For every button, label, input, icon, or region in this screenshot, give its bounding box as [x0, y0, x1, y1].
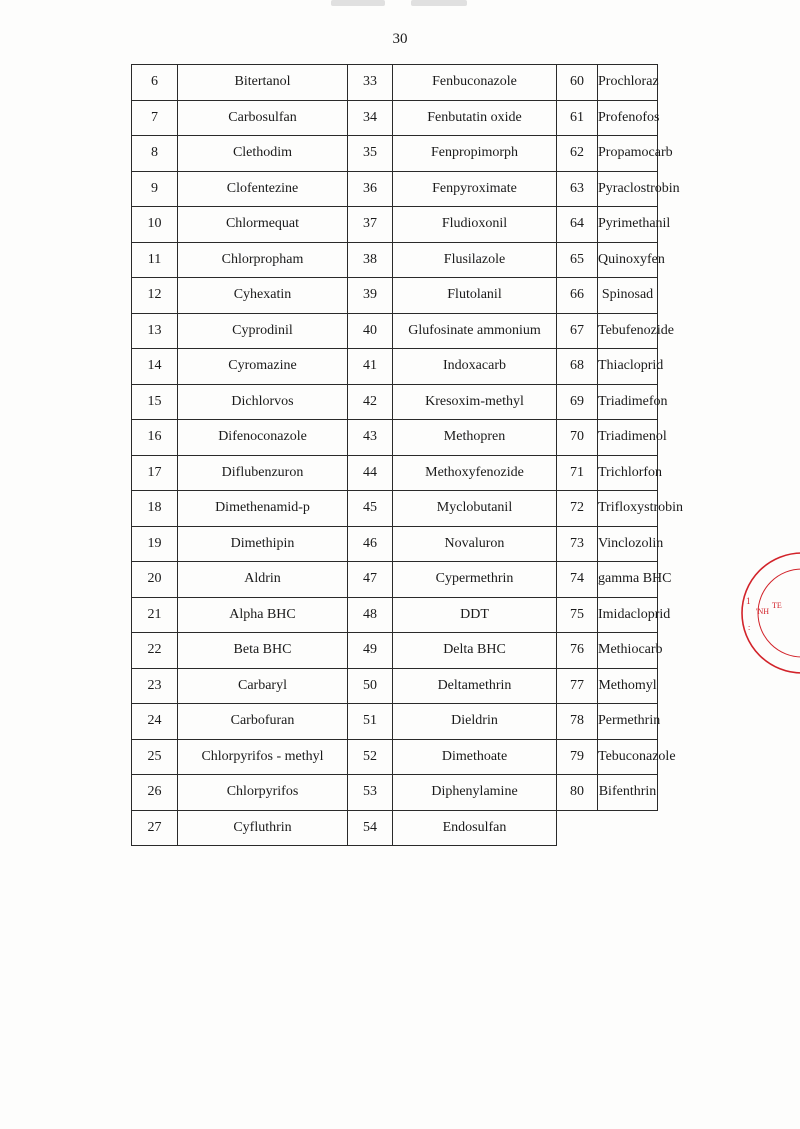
pesticide-name-cell: Trichlorfon — [598, 455, 658, 491]
table-row — [132, 668, 658, 704]
item-number-cell: 73 — [557, 526, 598, 562]
item-number-cell: 65 — [557, 242, 598, 278]
pesticide-name-cell: Dimethipin — [178, 526, 348, 562]
item-number-cell: 49 — [348, 633, 393, 669]
pesticide-name-cell: Triadimenol — [598, 420, 658, 456]
page-number: 30 — [392, 31, 408, 47]
pesticide-name-cell: Tebuconazole — [598, 739, 658, 775]
pesticide-name-cell: Cyhexatin — [178, 278, 348, 314]
pesticide-table — [131, 64, 684, 846]
item-number-cell: 40 — [348, 313, 393, 349]
pesticide-name-cell: Profenofos — [598, 100, 658, 136]
item-number-cell: 62 — [557, 136, 598, 172]
item-number-cell: 22 — [132, 633, 178, 669]
item-number-cell: 37 — [348, 207, 393, 243]
item-number-cell: 51 — [348, 704, 393, 740]
pesticide-name-cell: Clethodim — [178, 136, 348, 172]
pesticide-name-cell: Glufosinate ammonium — [393, 313, 557, 349]
pesticide-name-cell: Chlorpyrifos — [178, 775, 348, 811]
item-number-cell: 13 — [132, 313, 178, 349]
item-number-cell: 66 — [557, 278, 598, 314]
item-number-cell: 20 — [132, 562, 178, 598]
pesticide-name-cell — [598, 810, 658, 846]
pesticide-name-cell: Endosulfan — [393, 810, 557, 846]
pesticide-name-cell: Triadimefon — [598, 384, 658, 420]
item-number-cell: 52 — [348, 739, 393, 775]
item-number-cell: 44 — [348, 455, 393, 491]
pesticide-name-cell: Methomyl — [598, 668, 658, 704]
item-number-cell: 27 — [132, 810, 178, 846]
item-number-cell: 35 — [348, 136, 393, 172]
item-number-cell: 45 — [348, 491, 393, 527]
pesticide-name-cell: Permethrin — [598, 704, 658, 740]
item-number-cell: 79 — [557, 739, 598, 775]
item-number-cell: 8 — [132, 136, 178, 172]
item-number-cell: 38 — [348, 242, 393, 278]
pesticide-name-cell: Dimethoate — [393, 739, 557, 775]
item-number-cell: 7 — [132, 100, 178, 136]
item-number-cell: 75 — [557, 597, 598, 633]
pesticide-name-cell: Flutolanil — [393, 278, 557, 314]
table-row — [132, 207, 658, 243]
pesticide-name-cell: Trifloxystrobin — [598, 491, 658, 527]
item-number-cell: 41 — [348, 349, 393, 385]
pesticide-name-cell: Methoxyfenozide — [393, 455, 557, 491]
item-number-cell: 18 — [132, 491, 178, 527]
table-row — [132, 526, 658, 562]
pesticide-name-cell: Dichlorvos — [178, 384, 348, 420]
table-row — [132, 420, 658, 456]
pesticide-name-cell: Cyprodinil — [178, 313, 348, 349]
item-number-cell: 6 — [132, 65, 178, 101]
svg-text:1: 1 — [746, 596, 751, 606]
table-row — [132, 455, 658, 491]
pesticide-name-cell: Quinoxyfen — [598, 242, 658, 278]
item-number-cell: 39 — [348, 278, 393, 314]
item-number-cell: 23 — [132, 668, 178, 704]
item-number-cell: 69 — [557, 384, 598, 420]
item-number-cell: 24 — [132, 704, 178, 740]
table-row — [132, 739, 658, 775]
item-number-cell: 36 — [348, 171, 393, 207]
table-row — [132, 242, 658, 278]
item-number-cell: 15 — [132, 384, 178, 420]
pesticide-name-cell: Beta BHC — [178, 633, 348, 669]
pesticide-name-cell: Bitertanol — [178, 65, 348, 101]
pesticide-name-cell: Imidacloprid — [598, 597, 658, 633]
item-number-cell: 11 — [132, 242, 178, 278]
pesticide-name-cell: DDT — [393, 597, 557, 633]
item-number-cell: 12 — [132, 278, 178, 314]
table-row — [132, 313, 658, 349]
pesticide-name-cell: gamma BHC — [598, 562, 658, 598]
item-number-cell: 53 — [348, 775, 393, 811]
item-number-cell: 60 — [557, 65, 598, 101]
item-number-cell: 34 — [348, 100, 393, 136]
item-number-cell — [557, 810, 598, 846]
pesticide-name-cell: Fenpyroximate — [393, 171, 557, 207]
pesticide-name-cell: Fludioxonil — [393, 207, 557, 243]
item-number-cell: 68 — [557, 349, 598, 385]
table-row — [132, 384, 658, 420]
pesticide-name-cell: Cypermethrin — [393, 562, 557, 598]
pesticide-name-cell: Carbosulfan — [178, 100, 348, 136]
pesticide-name-cell: Pyrimethanil — [598, 207, 658, 243]
pesticide-name-cell: Difenoconazole — [178, 420, 348, 456]
item-number-cell: 9 — [132, 171, 178, 207]
table-row — [132, 775, 658, 811]
pesticide-name-cell: Tebufenozide — [598, 313, 658, 349]
pesticide-name-cell: Chlormequat — [178, 207, 348, 243]
pesticide-name-cell: Thiacloprid — [598, 349, 658, 385]
table-row — [132, 136, 658, 172]
item-number-cell: 47 — [348, 562, 393, 598]
item-number-cell: 72 — [557, 491, 598, 527]
pesticide-name-cell: Dimethenamid-p — [178, 491, 348, 527]
item-number-cell: 80 — [557, 775, 598, 811]
table-row — [132, 597, 658, 633]
pesticide-name-cell: Kresoxim-methyl — [393, 384, 557, 420]
pesticide-name-cell: Novaluron — [393, 526, 557, 562]
item-number-cell: 63 — [557, 171, 598, 207]
item-number-cell: 25 — [132, 739, 178, 775]
scan-artifact — [411, 0, 467, 6]
item-number-cell: 17 — [132, 455, 178, 491]
pesticide-name-cell: Dieldrin — [393, 704, 557, 740]
pesticide-name-cell: Chlorpyrifos - methyl — [178, 739, 348, 775]
pesticide-name-cell: Carbaryl — [178, 668, 348, 704]
svg-text::: : — [748, 623, 751, 632]
pesticide-name-cell: Diflubenzuron — [178, 455, 348, 491]
pesticide-name-cell: Fenbuconazole — [393, 65, 557, 101]
pesticide-name-cell: Fenbutatin oxide — [393, 100, 557, 136]
pesticide-name-cell: Chlorpropham — [178, 242, 348, 278]
item-number-cell: 61 — [557, 100, 598, 136]
item-number-cell: 64 — [557, 207, 598, 243]
pesticide-name-cell: Diphenylamine — [393, 775, 557, 811]
item-number-cell: 70 — [557, 420, 598, 456]
table-row — [132, 491, 658, 527]
item-number-cell: 77 — [557, 668, 598, 704]
pesticide-name-cell: Indoxacarb — [393, 349, 557, 385]
pesticide-name-cell: Methiocarb — [598, 633, 658, 669]
pesticide-name-cell: Myclobutanil — [393, 491, 557, 527]
table-row — [132, 349, 658, 385]
pesticide-name-cell: Flusilazole — [393, 242, 557, 278]
item-number-cell: 46 — [348, 526, 393, 562]
item-number-cell: 33 — [348, 65, 393, 101]
pesticide-name-cell: Prochloraz — [598, 65, 658, 101]
item-number-cell: 74 — [557, 562, 598, 598]
item-number-cell: 14 — [132, 349, 178, 385]
pesticide-name-cell: Clofentezine — [178, 171, 348, 207]
pesticide-name-cell: Bifenthrin — [598, 775, 658, 811]
item-number-cell: 76 — [557, 633, 598, 669]
table-row — [132, 278, 658, 314]
item-number-cell: 54 — [348, 810, 393, 846]
item-number-cell: 78 — [557, 704, 598, 740]
pesticide-name-cell: Carbofuran — [178, 704, 348, 740]
table-row — [132, 704, 658, 740]
item-number-cell: 67 — [557, 313, 598, 349]
svg-text:TE: TE — [772, 601, 782, 610]
item-number-cell: 26 — [132, 775, 178, 811]
pesticide-name-cell: Pyraclostrobin — [598, 171, 658, 207]
table-row — [132, 562, 658, 598]
scan-artifact — [331, 0, 385, 6]
pesticide-name-cell: Vinclozolin — [598, 526, 658, 562]
svg-text:'NH: 'NH — [756, 607, 769, 616]
item-number-cell: 71 — [557, 455, 598, 491]
pesticide-name-cell: Alpha BHC — [178, 597, 348, 633]
item-number-cell: 16 — [132, 420, 178, 456]
pesticide-name-cell: Delta BHC — [393, 633, 557, 669]
item-number-cell: 10 — [132, 207, 178, 243]
pesticide-name-cell: Cyromazine — [178, 349, 348, 385]
item-number-cell: 42 — [348, 384, 393, 420]
item-number-cell: 21 — [132, 597, 178, 633]
table-row — [132, 810, 658, 846]
pesticide-name-cell: Deltamethrin — [393, 668, 557, 704]
pesticide-name-cell: Aldrin — [178, 562, 348, 598]
pesticide-name-cell: Fenpropimorph — [393, 136, 557, 172]
item-number-cell: 19 — [132, 526, 178, 562]
pesticide-name-cell: Propamocarb — [598, 136, 658, 172]
pesticide-name-cell: Spinosad — [598, 278, 658, 314]
item-number-cell: 43 — [348, 420, 393, 456]
table-row — [132, 100, 658, 136]
table-row — [132, 633, 658, 669]
item-number-cell: 50 — [348, 668, 393, 704]
pesticide-name-cell: Cyfluthrin — [178, 810, 348, 846]
item-number-cell: 48 — [348, 597, 393, 633]
pesticide-name-cell: Methopren — [393, 420, 557, 456]
table-row — [132, 171, 658, 207]
table-row — [132, 65, 658, 101]
official-seal-icon — [738, 550, 800, 676]
